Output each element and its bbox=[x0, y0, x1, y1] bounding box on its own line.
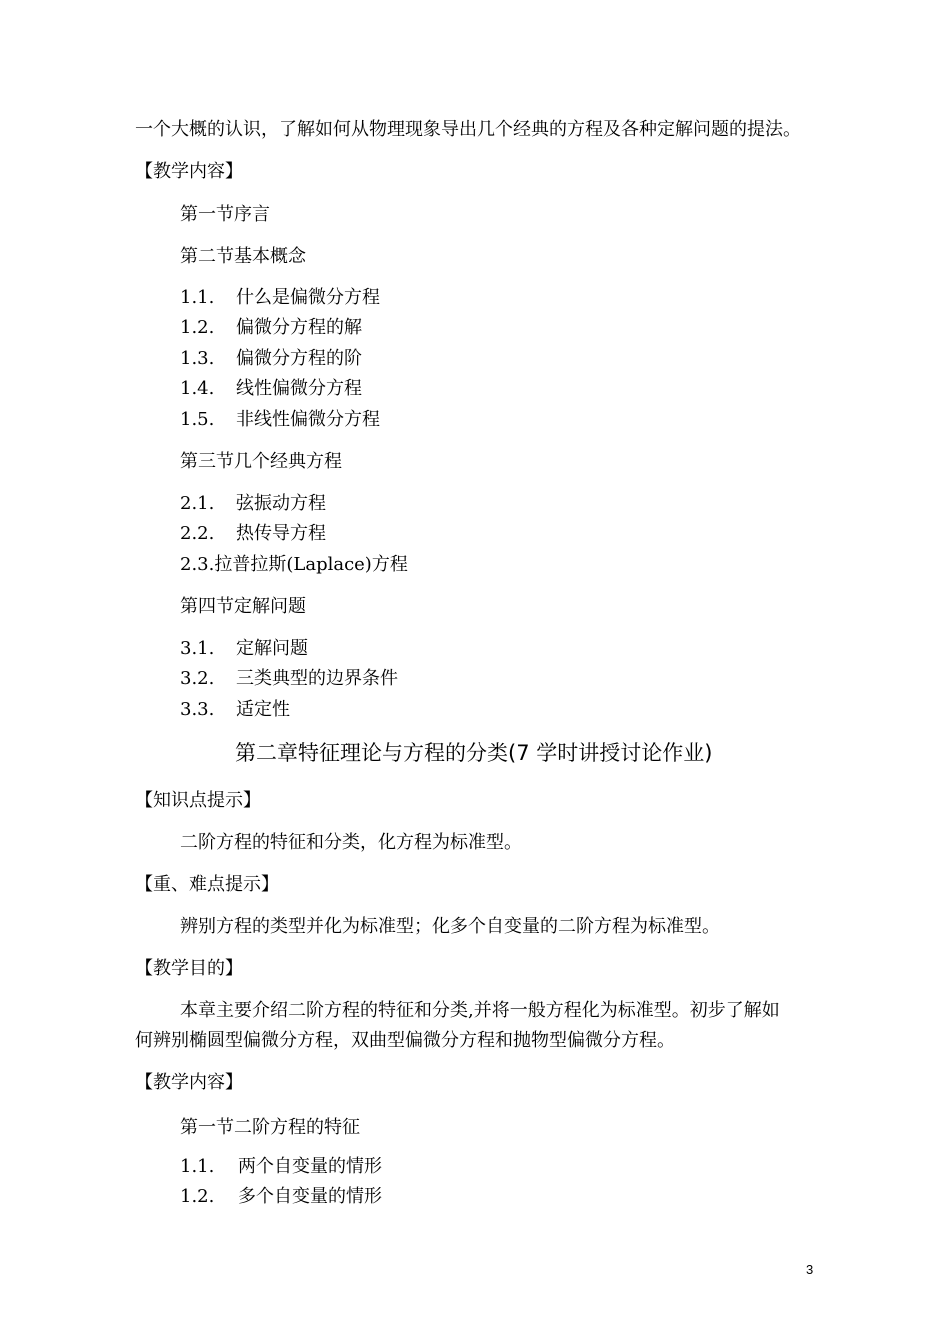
list-item bbox=[180, 522, 326, 546]
item-text: 定解问题 bbox=[236, 638, 308, 659]
knowledge-points-text: 二阶方程的特征和分类，化方程为标准型。 bbox=[180, 832, 522, 853]
teaching-goal-text-line1: 本章主要介绍二阶方程的特征和分类,并将一般方程化为标准型。初步了解如 bbox=[180, 1000, 780, 1021]
section-title: 第一节二阶方程的特征 bbox=[180, 1117, 360, 1138]
item-number: 1.4. bbox=[180, 378, 215, 399]
item-number: 3.2. bbox=[180, 668, 215, 689]
teaching-goal-text-line2: 何辨别椭圆型偏微分方程，双曲型偏微分方程和抛物型偏微分方程。 bbox=[135, 1030, 675, 1051]
section-title: 第三节几个经典方程 bbox=[180, 451, 342, 472]
section-title: 第一节序言 bbox=[180, 204, 270, 225]
item-number: 1.1. bbox=[180, 287, 215, 308]
section-title: 第四节定解问题 bbox=[180, 596, 306, 617]
list-item bbox=[180, 1155, 382, 1179]
item-text: 适定性 bbox=[236, 699, 290, 720]
list-item bbox=[180, 637, 308, 661]
list-item bbox=[180, 408, 380, 432]
chapter-title: 第二章特征理论与方程的分类(7 学时讲授讨论作业) bbox=[235, 741, 713, 765]
list-item bbox=[180, 286, 380, 310]
item-text: 非线性偏微分方程 bbox=[236, 409, 380, 430]
knowledge-points-heading: 【知识点提示】 bbox=[135, 790, 261, 811]
item-number: 2.3. bbox=[180, 554, 215, 575]
item-number: 3.1. bbox=[180, 638, 215, 659]
list-item bbox=[180, 316, 362, 340]
item-text: 多个自变量的情形 bbox=[238, 1186, 382, 1207]
item-number: 3.3. bbox=[180, 699, 215, 720]
item-text: 热传导方程 bbox=[236, 523, 326, 544]
list-item bbox=[180, 667, 398, 691]
item-text: 偏微分方程的解 bbox=[236, 317, 362, 338]
teaching-content-heading: 【教学内容】 bbox=[135, 1072, 243, 1093]
teaching-content-heading: 【教学内容】 bbox=[135, 161, 243, 182]
item-number: 1.2. bbox=[180, 317, 215, 338]
item-number: 2.1. bbox=[180, 493, 215, 514]
list-item bbox=[180, 1185, 382, 1209]
item-number: 2.2. bbox=[180, 523, 215, 544]
list-item bbox=[180, 347, 362, 371]
paragraph-continuation: 一个大概的认识，了解如何从物理现象导出几个经典的方程及各种定解问题的提法。 bbox=[135, 119, 801, 140]
item-number: 1.3. bbox=[180, 348, 215, 369]
list-item bbox=[180, 553, 408, 577]
item-text: 什么是偏微分方程 bbox=[236, 287, 380, 308]
item-number: 1.2. bbox=[180, 1186, 215, 1207]
item-text: 三类典型的边界条件 bbox=[236, 668, 398, 689]
section-title: 第二节基本概念 bbox=[180, 246, 306, 267]
item-text: 两个自变量的情形 bbox=[238, 1156, 382, 1177]
difficulty-heading: 【重、难点提示】 bbox=[135, 874, 279, 895]
item-text: 偏微分方程的阶 bbox=[236, 348, 362, 369]
item-text: 拉普拉斯(Laplace)方程 bbox=[214, 554, 408, 575]
list-item bbox=[180, 698, 290, 722]
teaching-goal-heading: 【教学目的】 bbox=[135, 958, 243, 979]
difficulty-text: 辨别方程的类型并化为标准型；化多个自变量的二阶方程为标准型。 bbox=[180, 916, 720, 937]
item-number: 1.1. bbox=[180, 1156, 215, 1177]
item-text: 弦振动方程 bbox=[236, 493, 326, 514]
list-item bbox=[180, 492, 326, 516]
list-item bbox=[180, 377, 362, 401]
item-text: 线性偏微分方程 bbox=[236, 378, 362, 399]
item-number: 1.5. bbox=[180, 409, 215, 430]
page-number: 3 bbox=[806, 1262, 814, 1277]
